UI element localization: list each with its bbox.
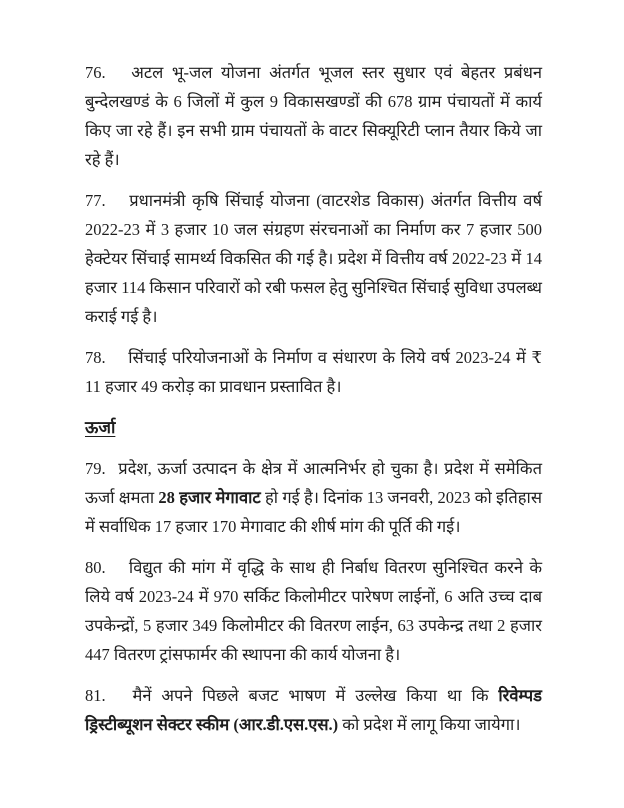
section-heading-energy: [85, 413, 542, 442]
paragraph-text: हो गई है। दिनांक 13 जनवरी, 2023 को इतिहास में सर्वाधिक 17 हजार 170 मेगावाट की शीर्ष मांग की पूर्ति की गई।: [85, 488, 542, 536]
paragraph-number: 77.: [85, 191, 106, 210]
paragraph-77: [85, 186, 542, 331]
paragraph-text: प्रदेश, ऊर्जा उत्पादन के क्षेत्र में आत्मनिर्भर हो चुका है। प्रदेश में समेकित ऊर्जा क्षमता: [85, 459, 542, 507]
paragraph-number: 76.: [85, 63, 106, 82]
paragraph-number: 81.: [85, 686, 106, 705]
paragraph-76: [85, 58, 542, 174]
paragraph-text-bold: 28 हजार मेगावाट: [158, 488, 261, 507]
paragraph-text: अटल भू-जल योजना अंतर्गत भूजल स्तर सुधार एवं बेहतर प्रबंधन बुन्देलखण्डं के 6 जिलों में कुल 9 विकासखण्डों की 678 ग्राम पंचायतों में कार्य किए जा रहे हैं। इन सभी ग्राम पंचायतों के वाटर सिक्यूरिटी प्लान तैयार किये जा रहे हैं।: [85, 63, 543, 169]
paragraph-text-bold: रिवेम्पड ड्रिस्टीब्यूशन सेक्टर स्कीम (आर.डी.एस.एस.): [85, 686, 543, 734]
paragraph-81: [85, 681, 542, 739]
paragraph-text: को प्रदेश में लागू किया जायेगा।: [338, 715, 521, 734]
document-content: [85, 58, 542, 751]
paragraph-78: [85, 343, 542, 401]
paragraph-number: 78.: [85, 348, 106, 367]
paragraph-text: विद्युत की मांग में वृद्धि के साथ ही निर्बाध वितरण सुनिश्चित करने के लिये वर्ष 2023-24 में 970 सर्किट किलोमीटर पारेषण लाईनों, 6 अति उच्च दाब उपकेन्द्रों, 5 हजार 349 किलोमीटर की वितरण लाईन, 63 उपकेन्द्र तथा 2 हजार 447 वितरण ट्रांसफार्मर की स्थापना की कार्य योजना है।: [85, 558, 543, 664]
paragraph-text: सिंचाई परियोजनाओं के निर्माण व संधारण के लिये वर्ष 2023-24 में ₹ 11 हजार 49 करोड़ का प्रावधान प्रस्तावित है।: [85, 348, 542, 396]
paragraph-80: [85, 553, 542, 669]
paragraph-79: [85, 454, 542, 541]
paragraph-text: प्रधानमंत्री कृषि सिंचाई योजना (वाटरशेड विकास) अंतर्गत वित्तीय वर्ष 2022-23 में 3 हजार 10 जल संग्रहण संरचनाओं का निर्माण कर 7 हजार 500 हेक्टेयर सिंचाई सामर्थ्य विकसित की गई है। प्रदेश में वित्तीय वर्ष 2022-23 में 14 हजार 114 किसान परिवारों को रबी फसल हेतु सुनिश्चित सिंचाई सुविधा उपलब्ध कराई गई है।: [85, 191, 543, 326]
paragraph-number: 80.: [85, 558, 106, 577]
paragraph-text: मैनें अपने पिछले बजट भाषण में उल्लेख किया था कि: [132, 686, 499, 705]
paragraph-number: 79.: [85, 459, 106, 478]
section-heading-text: ऊर्जा: [85, 418, 116, 437]
